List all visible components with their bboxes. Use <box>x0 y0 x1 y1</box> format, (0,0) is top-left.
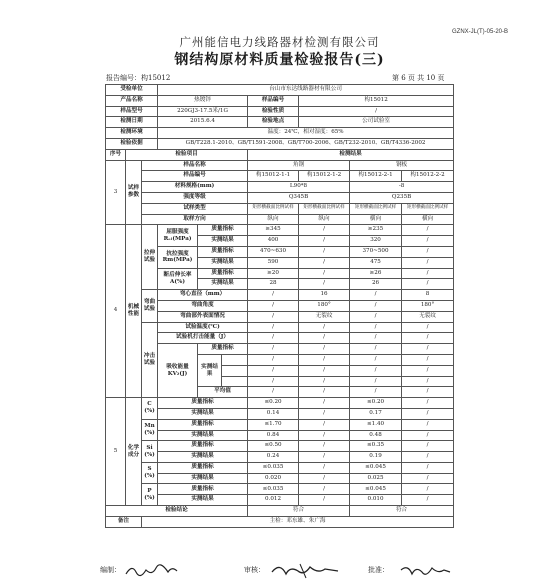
approve-label: 批准： <box>368 566 389 574</box>
report-title: 钢结构原材料质量检验报告(三) <box>174 52 385 68</box>
info-row-basis: 检验依据 GB/T228.1-2010、GB/T1591-2008、GB/T700-2006、GB/T232-2010、GB/T4336-2002 <box>106 138 454 149</box>
param-row-direction: 取样方向 纵向 纵向 横向 横向 <box>106 214 454 225</box>
approver-signature <box>398 562 453 580</box>
signature-area <box>100 562 500 580</box>
chem-p-std: P (%) 质量指标 ≤0.035 / ≤0.045 / <box>106 484 454 495</box>
mech-bend-result: 弯曲部外表面情况 / 无裂纹 / 无裂纹 <box>106 311 454 322</box>
document-code: GZNX-JL(T)-05-20-B <box>452 29 509 35</box>
page-info: 第 6 页 共 10 页 <box>392 74 445 82</box>
remark-row: 备注 主检：邓东雄、朱广海 <box>106 516 454 527</box>
mech-yield-act: 实测结果 400 / 320 / <box>106 236 454 247</box>
organization-name: 广州能信电力线路器材检测有限公司 <box>179 35 380 49</box>
info-row-model: 样品型号 220GJ3-17.5米/1G 检验性质 / <box>106 106 454 117</box>
mech-impact-hammer: 试验机打击能量（J） / / / / <box>106 333 454 344</box>
column-headers: 序号 检验项目 检测结果 <box>106 149 454 160</box>
reviewer-signature <box>270 562 340 580</box>
chem-s-act: 实测结果 0.020 / 0.025 / <box>106 473 454 484</box>
param-row-name: 3 试样参数 样品名称 角钢 钢板 <box>106 160 454 171</box>
chem-si-std: Si (%) 质量指标 ≤0.50 / ≤0.35 / <box>106 441 454 452</box>
info-row-date: 检测日期 2015.6.4 检验地点 公司试验室 <box>106 117 454 128</box>
chem-mn-std: Mn (%) 质量指标 ≤1.70 / ≤1.40 / <box>106 419 454 430</box>
info-row-unit <box>106 85 454 96</box>
chem-c-act: 实测结果 0.14 / 0.17 / <box>106 408 454 419</box>
inspection-table <box>105 84 454 528</box>
param-row-type: 试样类型 矩形横截面比例试样 矩形横截面比例试样 矩形横截面比例试样 矩形横截面比例试样 <box>106 203 454 214</box>
chem-p-act: 实测结果 0.012 / 0.010 / <box>106 495 454 506</box>
mech-elong-std: 断后伸长率A(%) 质量指标 ≥20 / ≥26 / <box>106 268 454 279</box>
mech-bend-angle: 弯曲角度 / 180° / 180° <box>106 300 454 311</box>
unit-label: 受检单位 <box>106 85 158 96</box>
mech-yield-std: 4 机械性能 拉伸试验 屈服强度Rₑₗ(MPa) 质量指标 ≥345 / ≥235 / <box>106 225 454 236</box>
editor-signature <box>124 562 179 580</box>
mech-kv-act-1: 实测结果 / / / / <box>106 354 454 365</box>
mech-tensile-act: 实测结果 590 / 475 / <box>106 257 454 268</box>
chem-c-std: 5 化学成分 C (%) 质量指标 ≤0.20 / ≤0.20 / <box>106 398 454 409</box>
conclusion-row: 检验结论 符合 符合 <box>106 506 454 517</box>
review-label: 审核： <box>244 566 265 574</box>
info-row-product: 产品名称 热镀锌 样品编号 构15012 <box>106 95 454 106</box>
mech-elong-act: 实测结果 28 / 26 / <box>106 279 454 290</box>
mech-kv-act-3: / / / / <box>106 376 454 387</box>
info-row-env: 检测环境 温度：24℃，相对湿度：65% <box>106 128 454 139</box>
report-number: 报告编号：构15012 <box>106 74 171 82</box>
param-row-spec: 材料规格(mm) L90*8 -8 <box>106 182 454 193</box>
mech-impact-temp: 冲击试验 试验温度(℃) / / / / <box>106 322 454 333</box>
param-row-sn: 样品编号 构15012-1-1 构15012-1-2 构15012-2-1 构15012-2-2 <box>106 171 454 182</box>
mech-tensile-std: 抗拉强度Rm(MPa) 质量指标 470~630 / 370~500 / <box>106 246 454 257</box>
chem-si-act: 实测结果 0.24 / 0.19 / <box>106 452 454 463</box>
mech-kv-std: 吸收能量KV₂(J) 质量指标 / / / / <box>106 344 454 355</box>
chem-s-std: S (%) 质量指标 ≤0.035 / ≤0.045 / <box>106 462 454 473</box>
mech-bend-dia: 弯曲试验 弯心直径（mm） / 16 / 8 <box>106 290 454 301</box>
chem-mn-act: 实测结果 0.84 / 0.48 / <box>106 430 454 441</box>
mech-kv-avg: 平均值 / / / / <box>106 387 454 398</box>
param-row-grade: 强度等级 Q345B Q235B <box>106 192 454 203</box>
mech-kv-act-2: / / / / <box>106 365 454 376</box>
unit-value: 台山市东达线路器材有限公司 <box>158 85 454 96</box>
edit-label: 编制： <box>100 566 121 574</box>
